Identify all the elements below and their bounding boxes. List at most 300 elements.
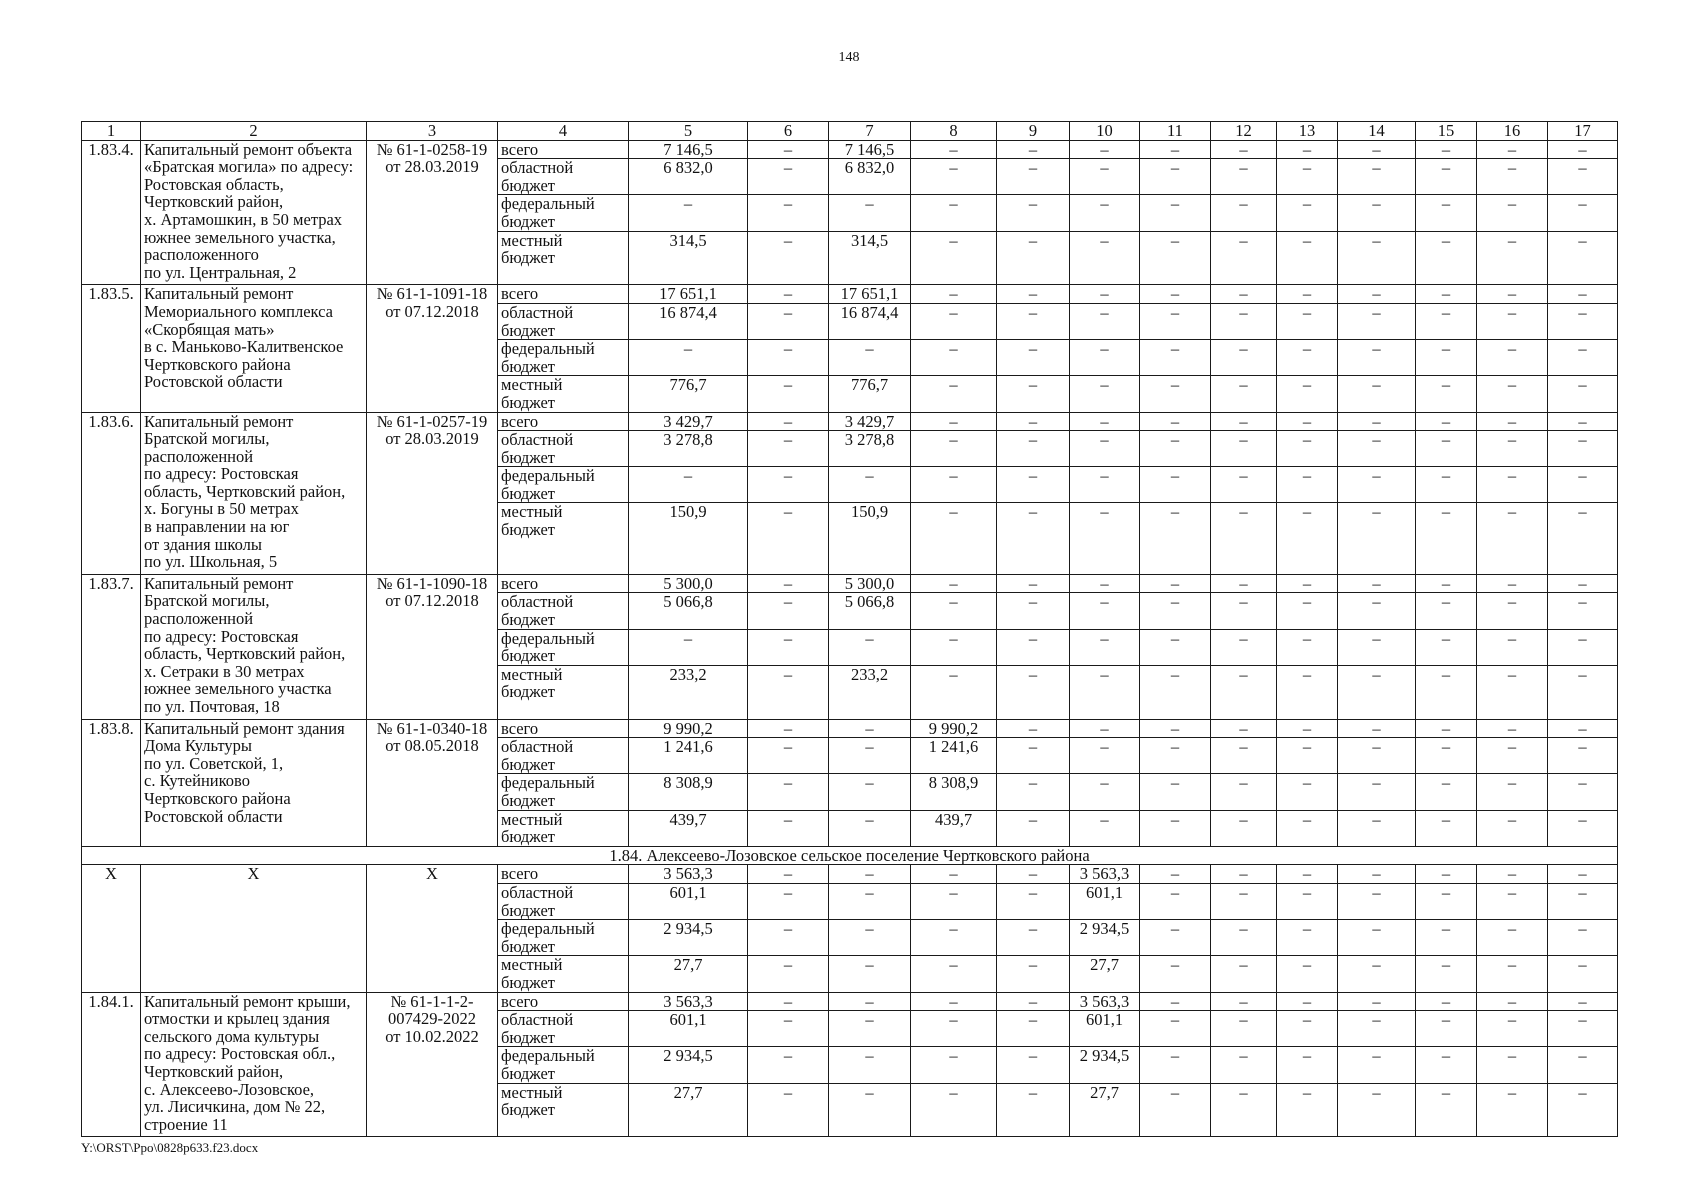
header-cell: 9 — [997, 122, 1070, 141]
value-cell: – — [748, 140, 829, 159]
value-cell: – — [911, 920, 997, 956]
value-cell: – — [1416, 865, 1477, 884]
funding-source-cell: всего — [498, 412, 629, 431]
object-name-cell: Капитальный ремонт Братской могилы, расположенной по адресу: Ростовская область, Чертковский район, х. Сетраки в 30 метрах южнее земельного участка по ул. Почтовая, 18 — [141, 574, 367, 719]
value-cell: – — [911, 231, 997, 285]
value-cell: – — [1070, 467, 1140, 503]
value-cell: – — [1140, 1083, 1211, 1137]
table-header-row — [82, 122, 1618, 141]
value-cell: – — [1070, 665, 1140, 719]
value-cell: – — [1211, 810, 1277, 846]
object-name-cell: Капитальный ремонт Братской могилы, расположенной по адресу: Ростовская область, Чертковский район, х. Богуны в 50 метрах в направлении на юг от здания школы по ул. Школьная, 5 — [141, 412, 367, 574]
value-cell: – — [1140, 376, 1211, 412]
value-cell: – — [829, 1083, 911, 1137]
value-cell: – — [1277, 231, 1338, 285]
value-cell: – — [829, 920, 911, 956]
value-cell: – — [1277, 285, 1338, 304]
value-cell: – — [1338, 1083, 1416, 1137]
value-cell: – — [997, 992, 1070, 1011]
value-cell: – — [829, 883, 911, 919]
value-cell: – — [1416, 719, 1477, 738]
value-cell: – — [1277, 303, 1338, 339]
value-cell: – — [1211, 738, 1277, 774]
header-cell: 16 — [1477, 122, 1548, 141]
value-cell: 2 934,5 — [629, 1047, 748, 1083]
value-cell: – — [1140, 285, 1211, 304]
value-cell: – — [1140, 303, 1211, 339]
value-cell: – — [1548, 195, 1618, 231]
value-cell: – — [748, 303, 829, 339]
permit-number-cell: Х — [367, 865, 498, 992]
value-cell: – — [748, 629, 829, 665]
header-cell: 12 — [1211, 122, 1277, 141]
value-cell: – — [1548, 340, 1618, 376]
value-cell: – — [1338, 920, 1416, 956]
value-cell: – — [1338, 665, 1416, 719]
value-cell: – — [748, 431, 829, 467]
value-cell: – — [1477, 159, 1548, 195]
value-cell: – — [1140, 629, 1211, 665]
value-cell: 27,7 — [629, 1083, 748, 1137]
value-cell: – — [997, 738, 1070, 774]
value-cell: 233,2 — [629, 665, 748, 719]
value-cell: – — [1277, 159, 1338, 195]
value-cell: – — [1548, 1011, 1618, 1047]
object-name-cell: Капитальный ремонт Мемориального комплекса «Скорбящая мать» в с. Маньково-Калитвенское Чертковского района Ростовской области — [141, 285, 367, 412]
funding-source-cell: федеральный бюджет — [498, 467, 629, 503]
value-cell: 3 429,7 — [829, 412, 911, 431]
value-cell: – — [911, 431, 997, 467]
value-cell: – — [1277, 140, 1338, 159]
value-cell: – — [1277, 865, 1338, 884]
value-cell: – — [1338, 738, 1416, 774]
value-cell: – — [1477, 774, 1548, 810]
value-cell: – — [1416, 159, 1477, 195]
value-cell: – — [1477, 231, 1548, 285]
funding-source-cell: всего — [498, 285, 629, 304]
value-cell: – — [1477, 303, 1548, 339]
value-cell: – — [1211, 431, 1277, 467]
value-cell: – — [1140, 503, 1211, 574]
value-cell: – — [1477, 376, 1548, 412]
value-cell: – — [911, 340, 997, 376]
item-row — [82, 140, 1618, 159]
value-cell: – — [911, 303, 997, 339]
value-cell: – — [911, 992, 997, 1011]
value-cell: – — [1416, 774, 1477, 810]
value-cell: 17 651,1 — [829, 285, 911, 304]
value-cell: – — [1416, 738, 1477, 774]
value-cell: – — [748, 340, 829, 376]
funding-source-cell: федеральный бюджет — [498, 195, 629, 231]
value-cell: – — [911, 285, 997, 304]
value-cell: – — [1277, 503, 1338, 574]
funding-source-cell: местный бюджет — [498, 810, 629, 846]
value-cell: – — [748, 719, 829, 738]
value-cell: – — [1277, 593, 1338, 629]
item-number-cell: 1.83.8. — [82, 719, 141, 846]
value-cell: – — [829, 719, 911, 738]
header-cell: 5 — [629, 122, 748, 141]
value-cell: – — [1140, 431, 1211, 467]
value-cell: 2 934,5 — [1070, 1047, 1140, 1083]
value-cell: – — [1477, 629, 1548, 665]
value-cell: – — [1477, 719, 1548, 738]
value-cell: 5 066,8 — [629, 593, 748, 629]
value-cell: – — [1416, 992, 1477, 1011]
value-cell: – — [829, 1047, 911, 1083]
value-cell: – — [1277, 1047, 1338, 1083]
value-cell: – — [1416, 195, 1477, 231]
value-cell: – — [1211, 467, 1277, 503]
value-cell: – — [1140, 738, 1211, 774]
value-cell: – — [1338, 340, 1416, 376]
value-cell: – — [1548, 140, 1618, 159]
value-cell: – — [1548, 467, 1618, 503]
value-cell: – — [1548, 774, 1618, 810]
value-cell: – — [748, 920, 829, 956]
value-cell: – — [1477, 1083, 1548, 1137]
value-cell: 3 563,3 — [1070, 865, 1140, 884]
value-cell: – — [1277, 956, 1338, 992]
value-cell: – — [1140, 719, 1211, 738]
value-cell: – — [1070, 629, 1140, 665]
value-cell: – — [1338, 956, 1416, 992]
value-cell: 6 832,0 — [829, 159, 911, 195]
value-cell: – — [997, 285, 1070, 304]
item-number-cell: 1.83.4. — [82, 140, 141, 285]
value-cell: – — [1477, 412, 1548, 431]
value-cell: – — [997, 503, 1070, 574]
value-cell: – — [1211, 665, 1277, 719]
value-cell: – — [829, 195, 911, 231]
value-cell: – — [1338, 865, 1416, 884]
value-cell: – — [1070, 195, 1140, 231]
value-cell: – — [748, 574, 829, 593]
value-cell: – — [1338, 883, 1416, 919]
value-cell: – — [1338, 574, 1416, 593]
value-cell: 17 651,1 — [629, 285, 748, 304]
value-cell: 3 563,3 — [629, 865, 748, 884]
value-cell: – — [629, 467, 748, 503]
value-cell: – — [1277, 195, 1338, 231]
value-cell: – — [997, 467, 1070, 503]
permit-number-cell: № 61-1-1091-18 от 07.12.2018 — [367, 285, 498, 412]
value-cell: – — [911, 412, 997, 431]
value-cell: – — [829, 738, 911, 774]
value-cell: – — [1338, 140, 1416, 159]
value-cell: – — [1140, 195, 1211, 231]
value-cell: 3 278,8 — [629, 431, 748, 467]
value-cell: 233,2 — [829, 665, 911, 719]
value-cell: – — [911, 1083, 997, 1137]
funding-source-cell: всего — [498, 719, 629, 738]
value-cell: – — [1416, 810, 1477, 846]
value-cell: – — [1140, 865, 1211, 884]
value-cell: – — [997, 810, 1070, 846]
value-cell: – — [829, 1011, 911, 1047]
value-cell: – — [1416, 467, 1477, 503]
value-cell: – — [1338, 719, 1416, 738]
item-row — [82, 412, 1618, 431]
header-cell: 3 — [367, 122, 498, 141]
value-cell: – — [1416, 303, 1477, 339]
value-cell: – — [1277, 920, 1338, 956]
funding-source-cell: всего — [498, 865, 629, 884]
value-cell: – — [829, 340, 911, 376]
value-cell: 7 146,5 — [629, 140, 748, 159]
value-cell: – — [1548, 992, 1618, 1011]
value-cell: – — [911, 629, 997, 665]
value-cell: – — [748, 1011, 829, 1047]
financing-table — [81, 121, 1618, 1137]
value-cell: – — [748, 665, 829, 719]
value-cell: – — [911, 376, 997, 412]
value-cell: 601,1 — [629, 883, 748, 919]
value-cell: – — [1277, 574, 1338, 593]
value-cell: – — [997, 303, 1070, 339]
value-cell: – — [1548, 665, 1618, 719]
value-cell: – — [1477, 920, 1548, 956]
value-cell: – — [911, 956, 997, 992]
value-cell: 601,1 — [1070, 1011, 1140, 1047]
value-cell: – — [911, 865, 997, 884]
funding-source-cell: федеральный бюджет — [498, 1047, 629, 1083]
value-cell: 3 563,3 — [1070, 992, 1140, 1011]
value-cell: 601,1 — [629, 1011, 748, 1047]
value-cell: 5 300,0 — [829, 574, 911, 593]
value-cell: – — [1277, 774, 1338, 810]
header-cell: 1 — [82, 122, 141, 141]
value-cell: – — [1477, 285, 1548, 304]
value-cell: 16 874,4 — [629, 303, 748, 339]
value-cell: 1 241,6 — [629, 738, 748, 774]
value-cell: – — [1277, 467, 1338, 503]
value-cell: – — [1338, 503, 1416, 574]
value-cell: – — [1477, 665, 1548, 719]
header-cell: 10 — [1070, 122, 1140, 141]
header-cell: 7 — [829, 122, 911, 141]
section-title-cell: 1.84. Алексеево-Лозовское сельское поселение Чертковского района — [82, 846, 1618, 865]
value-cell: – — [1070, 503, 1140, 574]
value-cell: – — [1338, 992, 1416, 1011]
value-cell: – — [748, 774, 829, 810]
value-cell: – — [997, 376, 1070, 412]
value-cell: – — [1140, 159, 1211, 195]
value-cell: – — [1338, 629, 1416, 665]
value-cell: – — [748, 285, 829, 304]
value-cell: – — [1416, 920, 1477, 956]
value-cell: 314,5 — [829, 231, 911, 285]
table-body — [82, 122, 1618, 1137]
value-cell: – — [1277, 1011, 1338, 1047]
value-cell: – — [1211, 719, 1277, 738]
funding-source-cell: федеральный бюджет — [498, 340, 629, 376]
value-cell: – — [1477, 1011, 1548, 1047]
value-cell: – — [1548, 738, 1618, 774]
value-cell: – — [748, 376, 829, 412]
header-cell: 11 — [1140, 122, 1211, 141]
value-cell: – — [1548, 303, 1618, 339]
value-cell: – — [1548, 1047, 1618, 1083]
header-cell: 17 — [1548, 122, 1618, 141]
value-cell: 3 278,8 — [829, 431, 911, 467]
value-cell: – — [997, 195, 1070, 231]
value-cell: – — [1277, 810, 1338, 846]
value-cell: – — [1338, 431, 1416, 467]
value-cell: – — [997, 920, 1070, 956]
value-cell: – — [748, 738, 829, 774]
permit-number-cell: № 61-1-0258-19 от 28.03.2019 — [367, 140, 498, 285]
value-cell: – — [1277, 412, 1338, 431]
value-cell: – — [1338, 303, 1416, 339]
value-cell: – — [748, 883, 829, 919]
value-cell: – — [997, 593, 1070, 629]
value-cell: – — [1477, 956, 1548, 992]
value-cell: – — [1338, 467, 1416, 503]
value-cell: 776,7 — [829, 376, 911, 412]
value-cell: – — [911, 593, 997, 629]
value-cell: – — [1211, 231, 1277, 285]
value-cell: – — [629, 195, 748, 231]
value-cell: – — [1211, 376, 1277, 412]
value-cell: – — [1211, 1047, 1277, 1083]
value-cell: – — [1140, 956, 1211, 992]
item-row — [82, 574, 1618, 593]
value-cell: – — [1070, 285, 1140, 304]
header-cell: 8 — [911, 122, 997, 141]
value-cell: – — [997, 340, 1070, 376]
value-cell: – — [1416, 883, 1477, 919]
value-cell: – — [1477, 195, 1548, 231]
value-cell: – — [997, 412, 1070, 431]
value-cell: – — [1070, 140, 1140, 159]
value-cell: – — [1140, 883, 1211, 919]
value-cell: – — [1211, 920, 1277, 956]
value-cell: – — [1548, 629, 1618, 665]
value-cell: – — [1548, 503, 1618, 574]
value-cell: – — [1140, 1011, 1211, 1047]
item-number-cell: Х — [82, 865, 141, 992]
value-cell: – — [1548, 412, 1618, 431]
value-cell: – — [829, 956, 911, 992]
value-cell: – — [1277, 883, 1338, 919]
value-cell: – — [829, 865, 911, 884]
item-row — [82, 865, 1618, 884]
value-cell: – — [1548, 956, 1618, 992]
header-cell: 13 — [1277, 122, 1338, 141]
value-cell: – — [1477, 738, 1548, 774]
value-cell: – — [1140, 412, 1211, 431]
value-cell: – — [1070, 431, 1140, 467]
value-cell: – — [1277, 376, 1338, 412]
value-cell: – — [1211, 412, 1277, 431]
item-row — [82, 285, 1618, 304]
value-cell: 8 308,9 — [911, 774, 997, 810]
header-cell: 4 — [498, 122, 629, 141]
value-cell: – — [829, 992, 911, 1011]
value-cell: – — [1277, 665, 1338, 719]
value-cell: – — [1211, 140, 1277, 159]
permit-number-cell: № 61-1-1090-18 от 07.12.2018 — [367, 574, 498, 719]
value-cell: – — [1338, 285, 1416, 304]
value-cell: – — [1416, 629, 1477, 665]
value-cell: – — [1477, 865, 1548, 884]
value-cell: – — [1477, 593, 1548, 629]
value-cell: – — [1416, 431, 1477, 467]
value-cell: 2 934,5 — [629, 920, 748, 956]
permit-number-cell: № 61-1-1-2- 007429-2022 от 10.02.2022 — [367, 992, 498, 1137]
footer-file-path: Y:\ORST\Ppo\0828p633.f23.docx — [81, 1140, 259, 1156]
value-cell: – — [1277, 719, 1338, 738]
value-cell: – — [997, 665, 1070, 719]
value-cell: – — [1211, 992, 1277, 1011]
value-cell: 439,7 — [629, 810, 748, 846]
item-number-cell: 1.84.1. — [82, 992, 141, 1137]
value-cell: – — [1416, 665, 1477, 719]
item-number-cell: 1.83.7. — [82, 574, 141, 719]
funding-source-cell: федеральный бюджет — [498, 920, 629, 956]
page-number: 148 — [838, 50, 860, 65]
value-cell: – — [997, 629, 1070, 665]
value-cell: – — [1070, 574, 1140, 593]
value-cell: – — [1548, 159, 1618, 195]
value-cell: – — [1211, 159, 1277, 195]
value-cell: – — [1140, 231, 1211, 285]
value-cell: – — [1277, 992, 1338, 1011]
value-cell: – — [1548, 574, 1618, 593]
value-cell: – — [1277, 1083, 1338, 1137]
value-cell: – — [911, 467, 997, 503]
value-cell: 601,1 — [1070, 883, 1140, 919]
object-name-cell: Капитальный ремонт крыши, отмостки и крылец здания сельского дома культуры по адресу: Ростовская обл., Чертковский район, с. Алексеево-Лозовское, ул. Лисичкина, дом № 22, строение 11 — [141, 992, 367, 1137]
item-number-cell: 1.83.5. — [82, 285, 141, 412]
value-cell: – — [1416, 593, 1477, 629]
value-cell: – — [1140, 665, 1211, 719]
value-cell: – — [1211, 574, 1277, 593]
value-cell: – — [1416, 285, 1477, 304]
value-cell: – — [1070, 159, 1140, 195]
funding-source-cell: всего — [498, 574, 629, 593]
value-cell: – — [1416, 503, 1477, 574]
value-cell: – — [1548, 231, 1618, 285]
value-cell: – — [1477, 574, 1548, 593]
value-cell: – — [997, 159, 1070, 195]
value-cell: – — [1211, 195, 1277, 231]
value-cell: – — [1548, 865, 1618, 884]
value-cell: – — [1416, 231, 1477, 285]
value-cell: – — [1070, 303, 1140, 339]
value-cell: 439,7 — [911, 810, 997, 846]
object-name-cell: Капитальный ремонт объекта «Братская могила» по адресу: Ростовская область, Чертковский район, х. Артамошкин, в 50 метрах южнее земельного участка, расположенного по ул. Центральная, 2 — [141, 140, 367, 285]
funding-source-cell: федеральный бюджет — [498, 774, 629, 810]
value-cell: – — [1211, 1083, 1277, 1137]
value-cell: – — [1416, 340, 1477, 376]
value-cell: – — [911, 1011, 997, 1047]
value-cell: 27,7 — [1070, 956, 1140, 992]
value-cell: – — [1338, 1047, 1416, 1083]
value-cell: – — [748, 865, 829, 884]
value-cell: – — [997, 883, 1070, 919]
funding-source-cell: местный бюджет — [498, 665, 629, 719]
value-cell: – — [1211, 285, 1277, 304]
value-cell: 2 934,5 — [1070, 920, 1140, 956]
value-cell: – — [1140, 467, 1211, 503]
value-cell: – — [911, 1047, 997, 1083]
value-cell: – — [1070, 774, 1140, 810]
value-cell: – — [1548, 719, 1618, 738]
funding-source-cell: областной бюджет — [498, 431, 629, 467]
